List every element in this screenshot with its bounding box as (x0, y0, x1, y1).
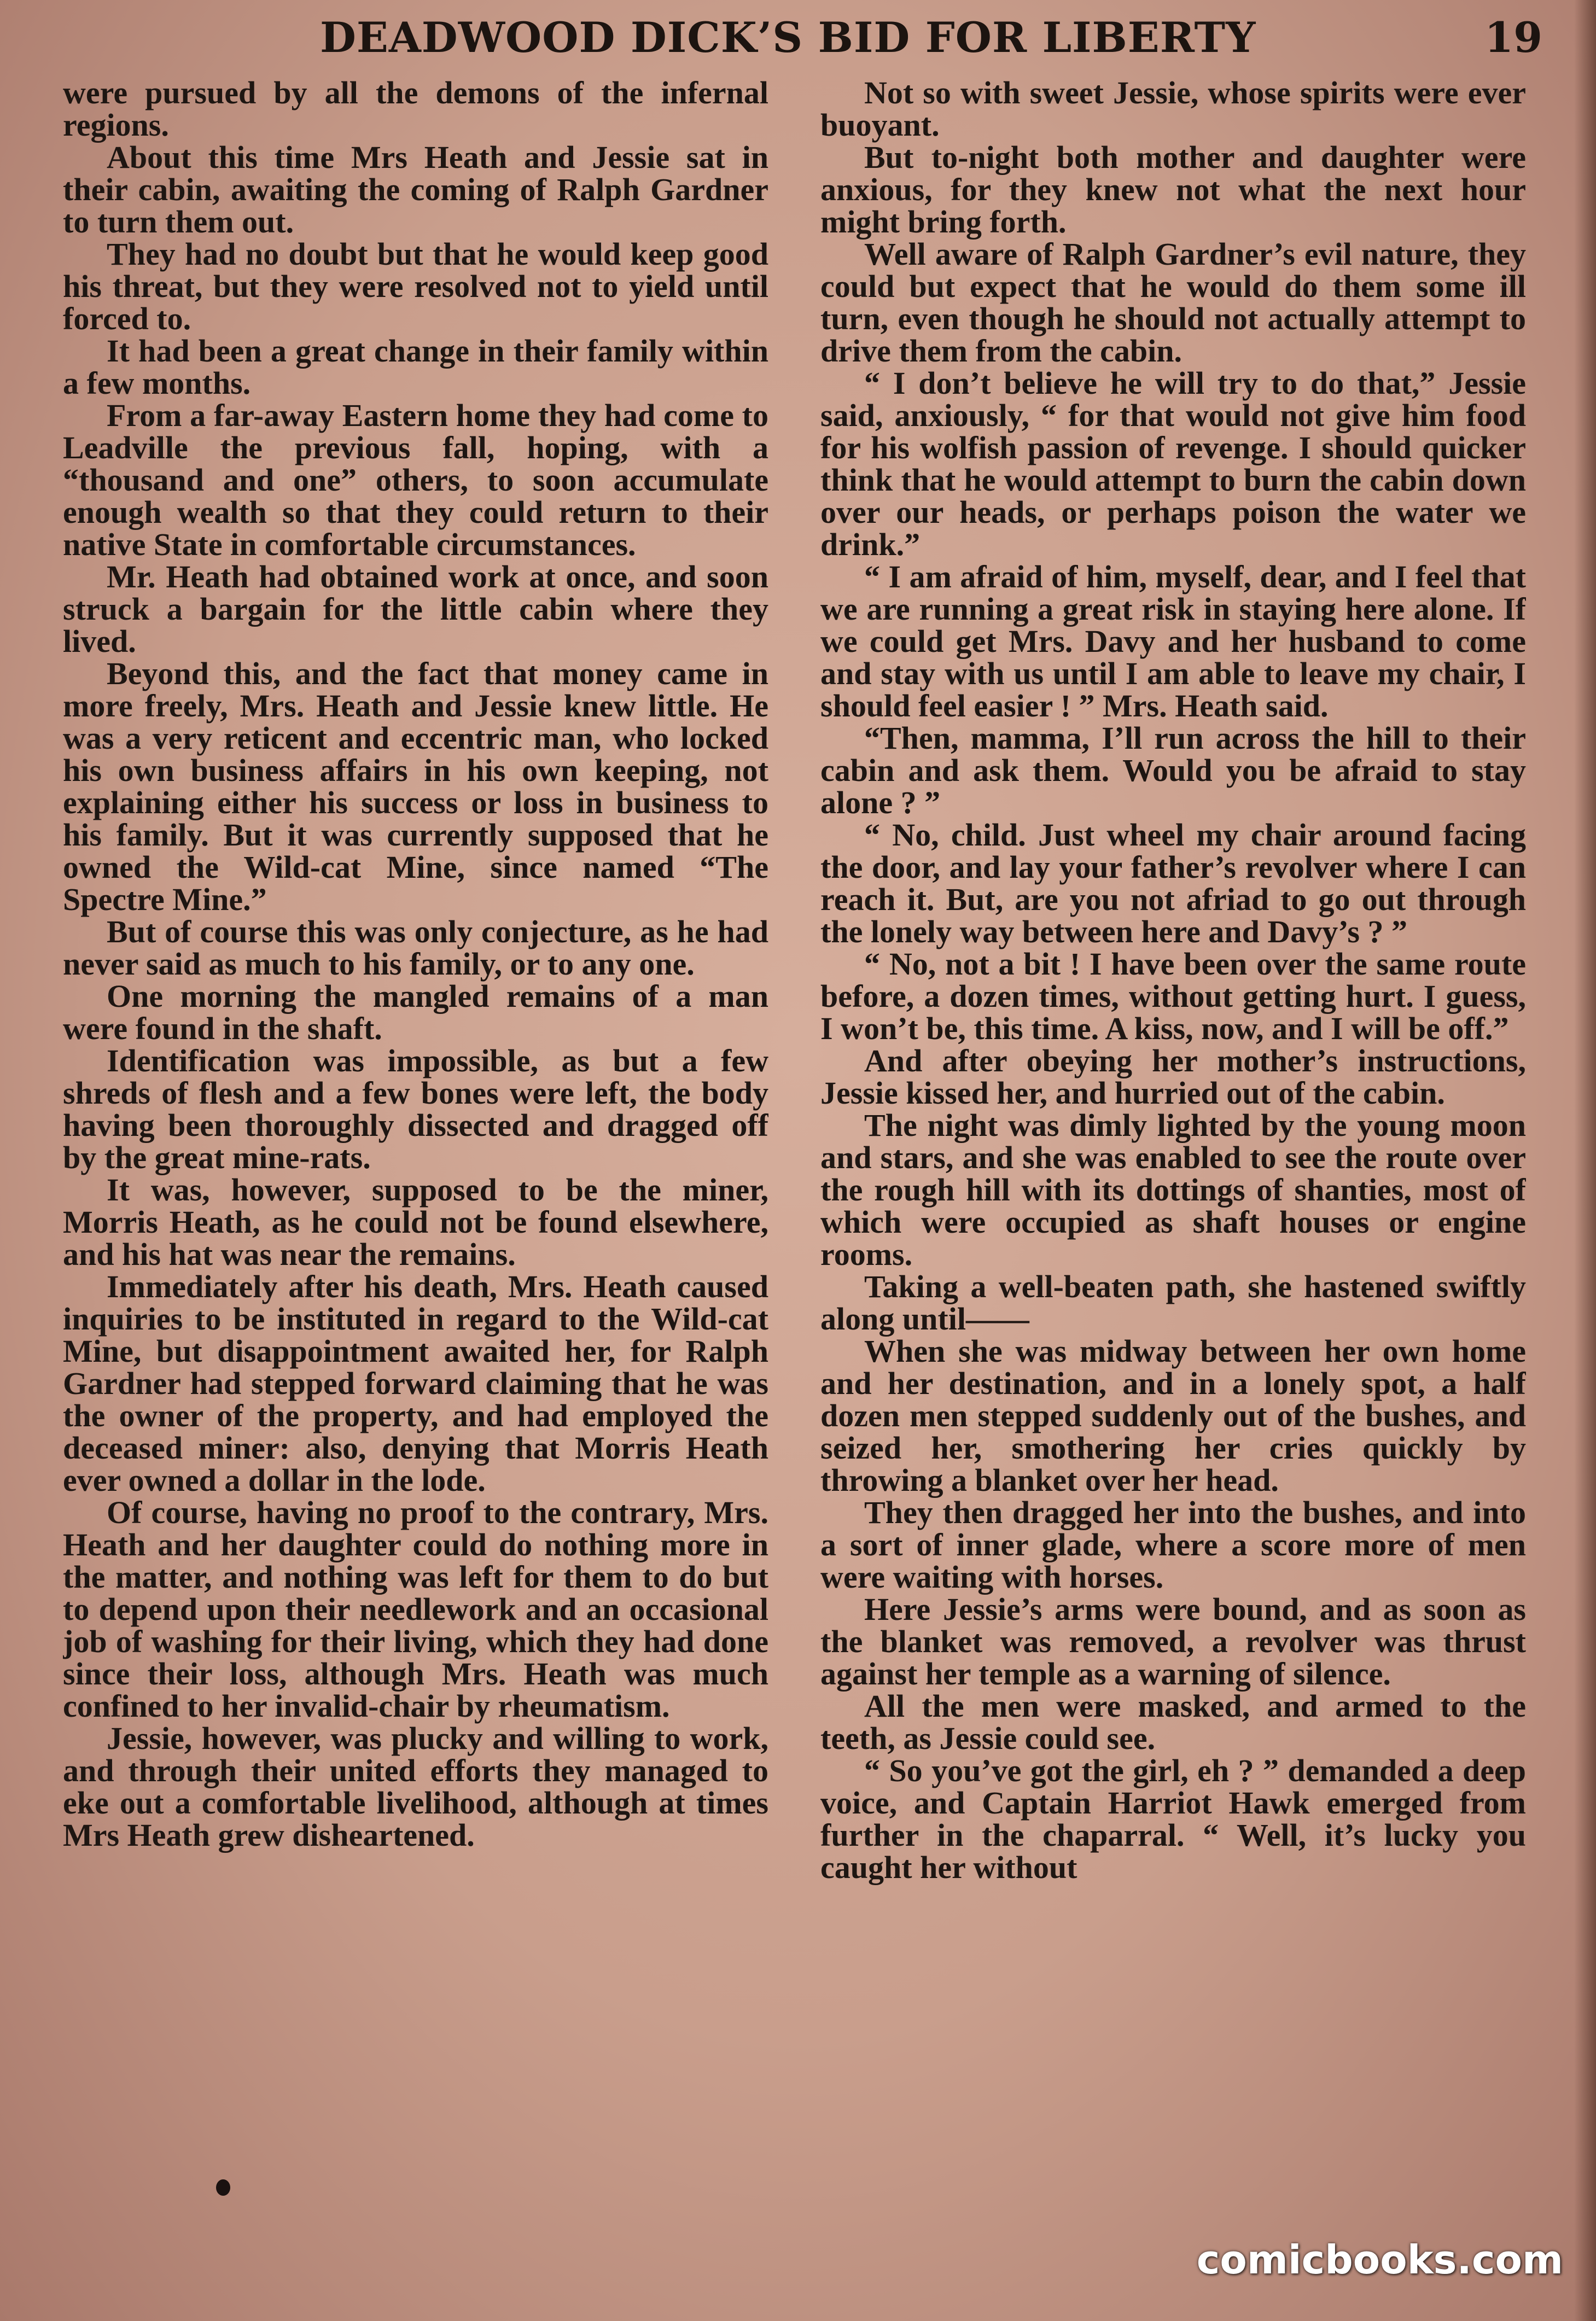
running-title: DEADWOOD DICK’S BID FOR LIBERTY (320, 13, 1256, 62)
paragraph: Identification was impossible, as but a few shreds of flesh and a few bones were left, the body having been thoroughly dissected and dragged off by the great mine-rats. (63, 1043, 768, 1175)
paragraph: When she was midway between her own home and her destination, and in a lonely spot, a half dozen men stepped suddenly out of the bushes, and seized her, smothering her cries quickly by throwing a blanket over her head. (820, 1333, 1526, 1498)
paragraph: They had no doubt but that he would keep good his threat, but they were resolved not to yield until forced to. (63, 236, 768, 336)
ink-blot (216, 2179, 230, 2196)
paragraph: They then dragged her into the bushes, and into a sort of inner glade, where a score more of men were waiting with horses. (820, 1495, 1526, 1595)
paragraph: About this time Mrs Heath and Jessie sat in their cabin, awaiting the coming of Ralph Gardner to turn them out. (63, 139, 768, 240)
paragraph: Of course, having no proof to the contrary, Mrs. Heath and her daughter could do nothing more in the matter, and nothing was left for them to do but to depend upon their needlework and an occasional job of washing for their living, which they had done since their loss, although Mrs. Heath was much confined to her invalid-chair by rheumatism. (63, 1495, 768, 1724)
text-column-left (63, 77, 768, 2166)
paragraph: Mr. Heath had obtained work at once, and soon struck a bargain for the little cabin where they lived. (63, 559, 768, 659)
paragraph: Beyond this, and the fact that money came in more freely, Mrs. Heath and Jessie knew little. He was a very reticent and eccentric man, who locked his own business affairs in his own keeping, not explaining either his success or loss in business to his family. But it was currently supposed that he owned the Wild-cat Mine, since named “The Spectre Mine.” (63, 656, 768, 917)
paragraph: Taking a well-beaten path, she hastened swiftly along until—— (820, 1269, 1526, 1337)
paragraph: “ No, child. Just wheel my chair around facing the door, and lay your father’s revolver where I can reach it. But, are you not afriad to go out through the lonely way between here and Davy’s ? ” (820, 817, 1526, 949)
paragraph: One morning the mangled remains of a man were found in the shaft. (63, 978, 768, 1046)
paragraph: were pursued by all the demons of the infernal regions. (63, 77, 768, 143)
paragraph: Jessie, however, was plucky and willing to work, and through their united efforts they managed to eke out a comfortable livelihood, although at times Mrs Heath grew disheartened. (63, 1721, 768, 1853)
page-number: 19 (1484, 13, 1542, 62)
paragraph: Well aware of Ralph Gardner’s evil nature, they could but expect that he would do them some ill turn, even though he should not actually attempt to drive them from the cabin. (820, 236, 1526, 369)
paragraph: And after obeying her mother’s instructions, Jessie kissed her, and hurried out of the cabin. (820, 1043, 1526, 1111)
paragraph: It was, however, supposed to be the miner, Morris Heath, as he could not be found elsewhere, and his hat was near the remains. (63, 1172, 768, 1272)
paragraph: But to-night both mother and daughter were anxious, for they knew not what the next hour might bring forth. (820, 139, 1526, 240)
paragraph: But of course this was only conjecture, as he had never said as much to his family, or to any one. (63, 914, 768, 982)
paragraph: “ I don’t believe he will try to do that,” Jessie said, anxiously, “ for that would not give him food for his wolfish passion of revenge. I should quicker think that he would attempt to burn the cabin down over our heads, or perhaps poison the water we drink.” (820, 365, 1526, 562)
paragraph: From a far-away Eastern home they had come to Leadville the previous fall, hoping, with a “thousand and one” others, to soon accumulate enough wealth so that they could return to their native State in comfortable circumstances. (63, 398, 768, 562)
paragraph: It had been a great change in their family within a few months. (63, 333, 768, 401)
text-column-right (820, 77, 1526, 2166)
paragraph: Not so with sweet Jessie, whose spirits were ever buoyant. (820, 77, 1526, 143)
paragraph: Here Jessie’s arms were bound, and as soon as the blanket was removed, a revolver was thrust against her temple as a warning of silence. (820, 1591, 1526, 1692)
paragraph: The night was dimly lighted by the young moon and stars, and she was enabled to see the route over the rough hill with its dottings of shanties, most of which were occupied as shaft houses or engine rooms. (820, 1107, 1526, 1272)
paragraph: “ I am afraid of him, myself, dear, and I feel that we are running a great risk in staying here alone. If we could get Mrs. Davy and her husband to come and stay with us until I am able to leave my chair, I should feel easier ! ” Mrs. Heath said. (820, 559, 1526, 724)
paragraph: “ So you’ve got the girl, eh ? ” demanded a deep voice, and Captain Harriot Hawk emerged from further in the chaparral. “ Well, it’s lucky you caught her without (820, 1753, 1526, 1885)
paragraph: “Then, mamma, I’ll run across the hill to their cabin and ask them. Would you be afraid to stay alone ? ” (820, 720, 1526, 820)
page-header (60, 13, 1542, 79)
paragraph: Immediately after his death, Mrs. Heath caused inquiries to be instituted in regard to the Wild-cat Mine, but disappointment awaited her, for Ralph Gardner had stepped forward claiming that he was the owner of the property, and had employed the deceased miner: also, denying that Morris Heath ever owned a dollar in the lode. (63, 1269, 768, 1498)
paragraph: All the men were masked, and armed to the teeth, as Jessie could see. (820, 1688, 1526, 1756)
paragraph: “ No, not a bit ! I have been over the same route before, a dozen times, without getting hurt. I guess, I won’t be, this time. A kiss, now, and I will be off.” (820, 946, 1526, 1046)
site-watermark: comicbooks.com (1196, 2237, 1563, 2283)
page-edge-shadow (1574, 0, 1596, 2321)
